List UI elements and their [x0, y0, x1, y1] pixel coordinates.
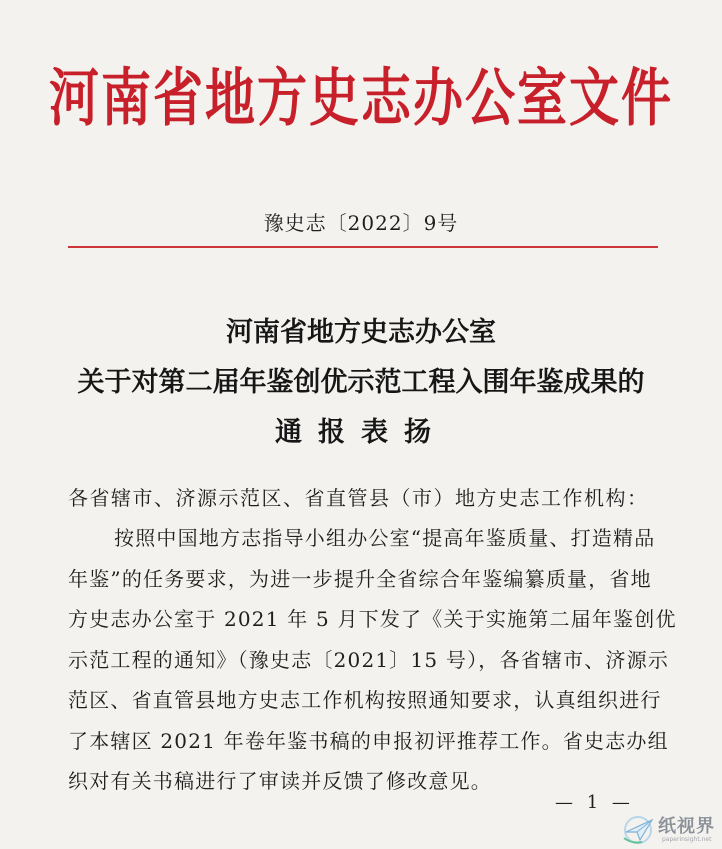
page-number: — 1 — [555, 792, 634, 813]
body-line: 范区、省直管县地方史志工作机构按照通知要求，认真组织进行 [68, 688, 662, 712]
body-line: 了本辖区 2021 年卷年鉴书稿的申报初评推荐工作。省史志办组 [68, 728, 669, 753]
paper-plane-logo-icon [618, 808, 658, 848]
document-title [0, 310, 722, 456]
body-line: 织对有关书稿进行了审读并反馈了修改意见。 [68, 769, 492, 793]
document-header-title: 河南省地方史志办公室文件 [49, 60, 673, 135]
document-number: 豫史志〔2022〕9号 [263, 211, 459, 235]
body-line: 按照中国地方志指导小组办公室“提高年鉴质量、打造精品 [114, 526, 656, 550]
title-line-1: 河南省地方史志办公室 [226, 317, 496, 348]
title-line-3: 通报表扬 [275, 417, 447, 448]
body-line: 示范工程的通知》（豫史志〔2021〕15 号），各省辖市、济源示 [68, 647, 670, 672]
salutation: 各省辖市、济源示范区、省直管县（市）地方史志工作机构： [68, 486, 649, 510]
watermark [618, 808, 722, 849]
watermark-url: paperinsight.net [662, 836, 712, 843]
red-separator-line [68, 246, 658, 248]
body-line: 年鉴”的任务要求，为进一步提升全省综合年鉴编纂质量，省地 [68, 566, 652, 591]
body-line: 方史志办公室于 2021 年 5 月下发了《关于实施第二届年鉴创优 [68, 607, 677, 631]
body-paragraph [68, 518, 677, 802]
title-line-2: 关于对第二届年鉴创优示范工程入围年鉴成果的 [77, 367, 645, 398]
watermark-text: 纸视界 [658, 816, 715, 837]
